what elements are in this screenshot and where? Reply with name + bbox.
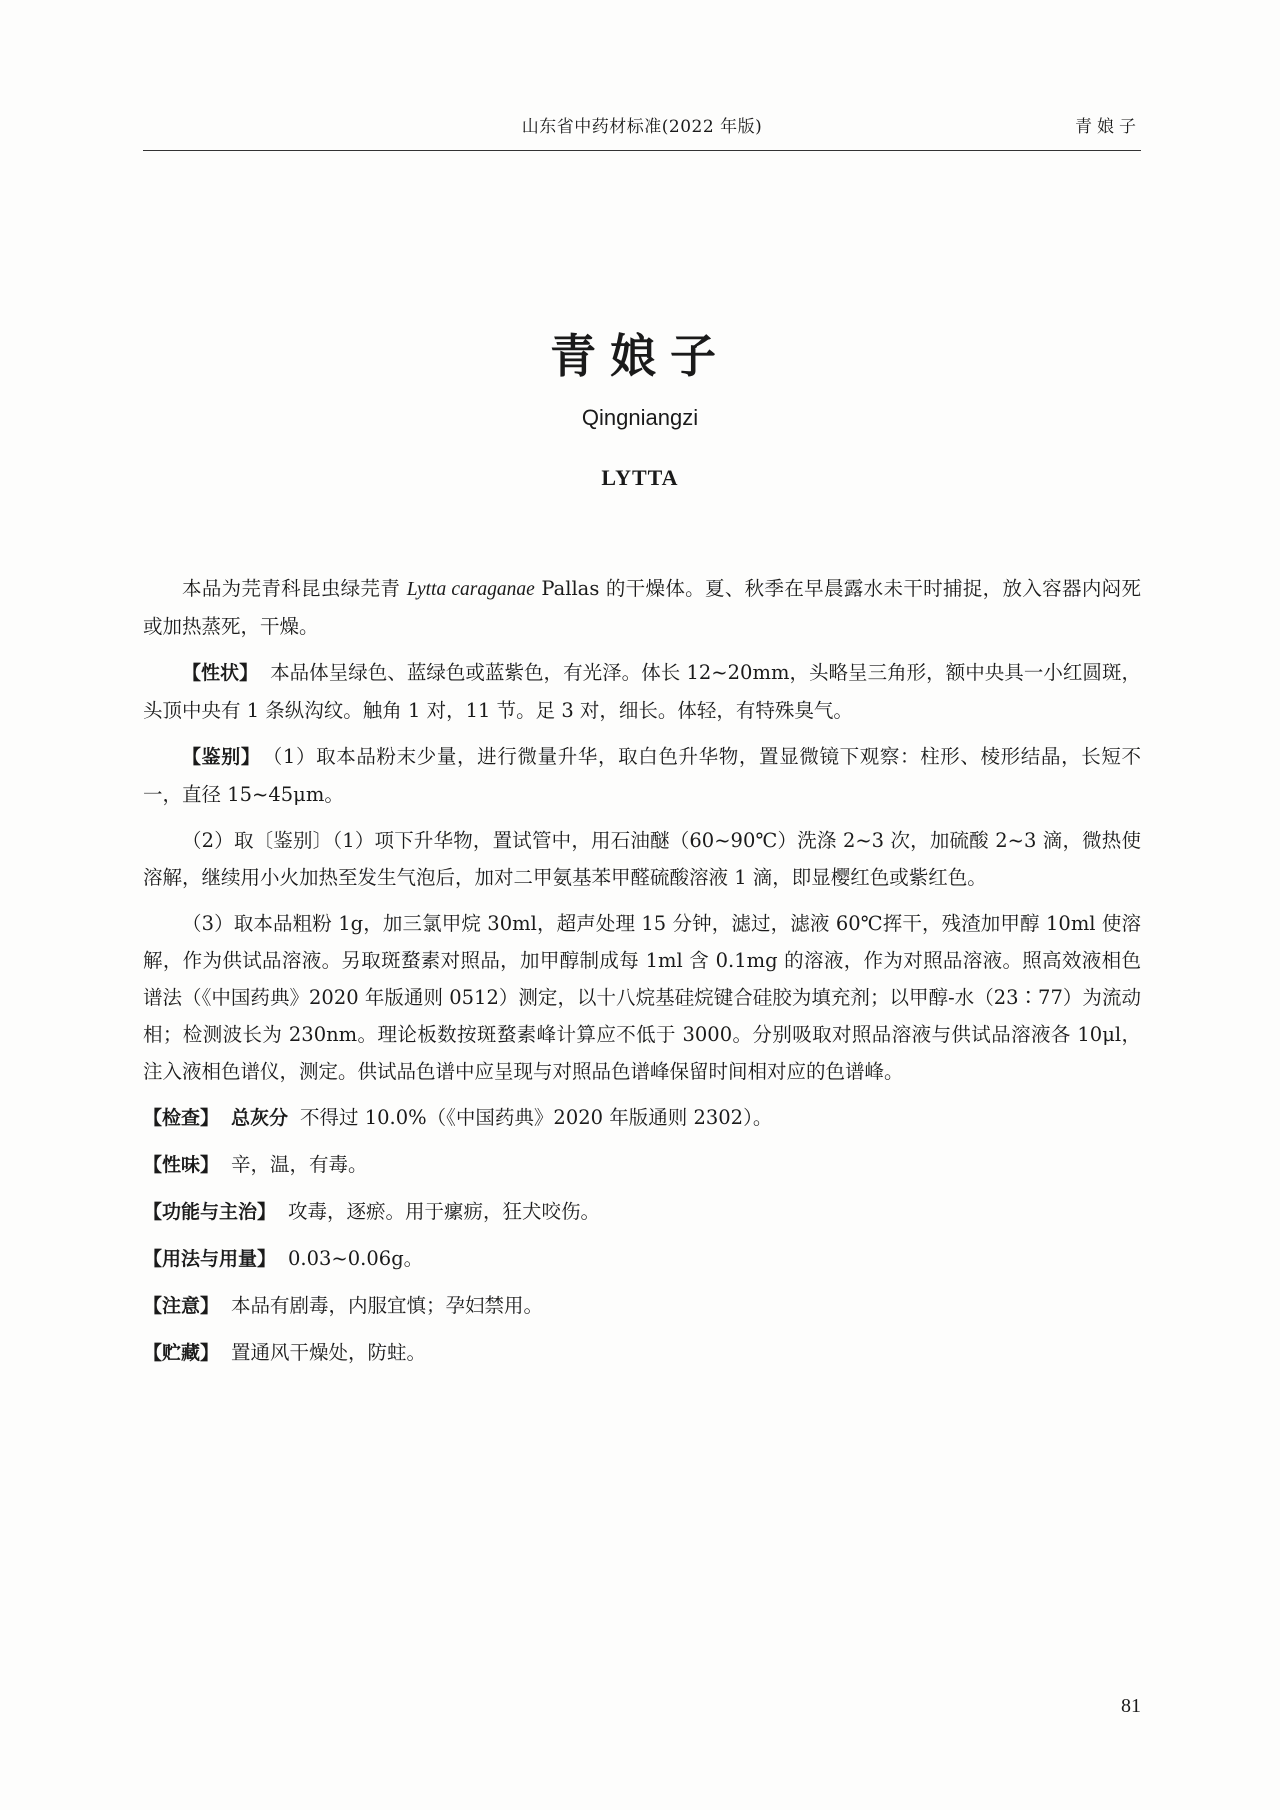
identification-item-3-paragraph [143,905,1141,1090]
identification-section [143,738,1141,813]
inspection-text: 不得过 10.0%（《中国药典》2020 年版通则 2302）。 [300,1106,773,1129]
monograph-body [143,570,1141,1381]
intro-text-pre: 本品为芫青科昆虫绿芫青 [182,577,401,600]
property-flavor-text: 辛，温，有毒。 [231,1153,368,1176]
header-divider [143,150,1141,151]
description-text: 本品体呈绿色、蓝绿色或蓝紫色，有光泽。体长 12~20mm，头略呈三角形，额中央具一小红圆斑，头顶中央有 1 条纵沟纹。触角 1 对，11 节。足 3 对，细长。体轻，有特殊臭气。 [143,661,1141,722]
identification-item-1: （1）取本品粉末少量，进行微量升华，取白色升华物，置显微镜下观察：柱形、棱形结晶，长短不一，直径 15~45μm。 [143,745,1141,806]
description-section [143,654,1141,729]
storage-label: 【贮藏】 [143,1342,220,1364]
page-number: 81 [1121,1695,1141,1717]
function-indication-label: 【功能与主治】 [143,1201,277,1223]
inspection-section [143,1099,1141,1137]
precaution-section [143,1287,1141,1325]
inspection-label: 【检查】 [143,1107,220,1129]
pinyin-title: Qingniangzi [581,405,699,430]
entry-name-header: 青娘子 [1075,117,1141,137]
property-flavor-section [143,1146,1141,1184]
property-flavor-label: 【性味】 [143,1154,220,1176]
description-label: 【性状】 [182,662,259,684]
total-ash-label: 总灰分 [231,1107,289,1129]
species-name: Lytta caraganae [406,579,535,600]
storage-section [143,1334,1141,1372]
page-title: 青娘子 [550,329,730,383]
usage-dosage-label: 【用法与用量】 [143,1248,277,1270]
identification-item-2-paragraph [143,822,1141,896]
storage-text: 置通风干燥处，防蛀。 [231,1341,427,1364]
latin-title: LYTTA [601,465,679,490]
function-indication-text: 攻毒，逐瘀。用于瘰疬，狂犬咬伤。 [288,1200,601,1223]
intro-paragraph [143,570,1141,645]
function-indication-section [143,1193,1141,1231]
book-title: 山东省中药材标准(2022 年版) [521,117,763,137]
identification-label: 【鉴别】 [182,746,261,768]
precaution-label: 【注意】 [143,1295,220,1317]
running-header [143,112,1141,142]
identification-item-2: （2）取〔鉴别〕（1）项下升华物，置试管中，用石油醚（60~90℃）洗涤 2~3 次，加硫酸 2~3 滴，微热使溶解，继续用小火加热至发生气泡后，加对二甲氨基苯甲醛硫酸溶液 1 滴，即显樱红色或紫红色。 [143,829,1141,889]
usage-dosage-text: 0.03~0.06g。 [288,1247,424,1270]
identification-item-3: （3）取本品粗粉 1g，加三氯甲烷 30ml，超声处理 15 分钟，滤过，滤液 60℃挥干，残渣加甲醇 10ml 使溶解，作为供试品溶液。另取斑蝥素对照品，加甲醇制成每 1ml 含 0.1mg 的溶液，作为对照品溶液。照高效液相色谱法（《中国药典》2020 年版通则 0512）测定，以十八烷基硅烷键合硅胶为填充剂；以甲醇-水（23∶77）为流动相；检测波长为 230nm。理论板数按斑蝥素峰计算应不低于 3000。分别吸取对照品溶液与供试品溶液各 10μl，注入液相色谱仪，测定。供试品色谱中应呈现与对照品色谱峰保留时间相对应的色谱峰。 [143,912,1141,1083]
intro-text-post: Pallas 的干燥体。夏、秋季在早晨露水未干时捕捉，放入容器内闷死或加热蒸死，干燥。 [143,577,1141,638]
precaution-text: 本品有剧毒，内服宜慎；孕妇禁用。 [231,1294,544,1317]
usage-dosage-section [143,1240,1141,1278]
